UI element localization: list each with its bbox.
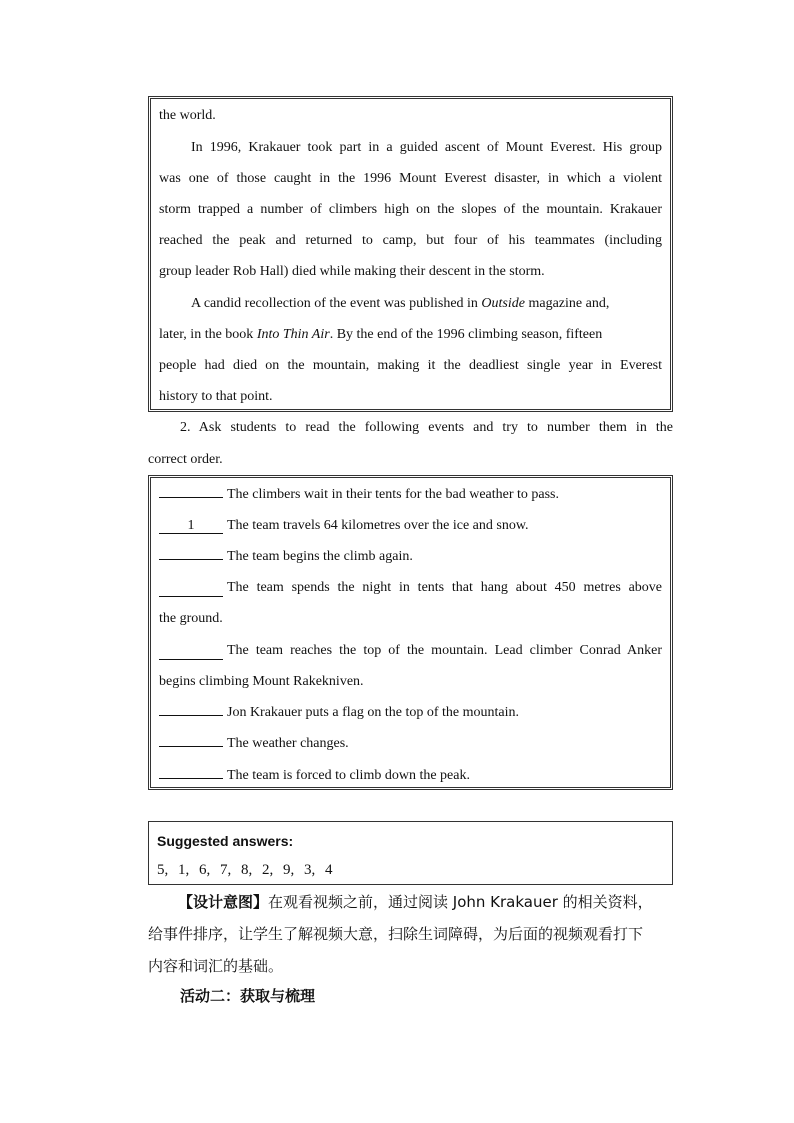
event-continuation: the ground. xyxy=(159,611,223,626)
passage-text: magazine and, xyxy=(528,296,610,311)
event-text: The team is forced to climb down the peak. xyxy=(227,768,470,783)
design-intent-line: 内容和词汇的基础。 xyxy=(148,957,284,975)
event-item xyxy=(159,517,662,535)
event-text: Jon Krakauer puts a flag on the top of the mountain. xyxy=(227,705,519,720)
events-box xyxy=(148,475,673,790)
answers-title: Suggested answers: xyxy=(157,833,294,849)
suggested-answers-box xyxy=(148,821,673,885)
answer-blank[interactable] xyxy=(159,579,223,597)
answer-blank[interactable] xyxy=(159,497,223,498)
passage-line: was one of those caught in the 1996 Mount Everest disaster, in which a violent xyxy=(159,171,662,186)
event-item xyxy=(159,767,662,785)
passage-line: In 1996, Krakauer took part in a guided ascent of Mount Everest. His group xyxy=(191,140,662,155)
answers-values: 5, 1, 6, 7, 8, 2, 9, 3, 4 xyxy=(157,862,333,878)
answer-blank[interactable] xyxy=(159,642,223,660)
event-text: The weather changes. xyxy=(227,736,349,751)
answer-blank[interactable] xyxy=(159,715,223,716)
design-intent-line: 给事件排序，让学生了解视频大意，扫除生词障碍，为后面的视频观看打下 xyxy=(148,925,644,943)
answer-blank[interactable]: 1 xyxy=(159,519,223,534)
design-intent-label: 【设计意图】 xyxy=(178,893,269,911)
event-continuation: begins climbing Mount Rakekniven. xyxy=(159,674,364,689)
event-item xyxy=(159,486,662,504)
event-text: The team reaches the top of the mountain. Lead climber Conrad Anker xyxy=(227,643,662,658)
event-text: The team begins the climb again. xyxy=(227,549,413,564)
passage-line-mixed xyxy=(159,295,662,313)
passage-text: later, in the book xyxy=(159,327,254,342)
event-text: The climbers wait in their tents for the bad weather to pass. xyxy=(227,487,560,502)
activity-heading: 活动二：获取与梳理 xyxy=(180,987,316,1005)
event-item xyxy=(159,579,662,597)
design-intent-text: 在观看视频之前，通过阅读 John Krakauer 的相关资料， xyxy=(268,893,653,911)
passage-line: reached the peak and returned to camp, but four of his teammates (including xyxy=(159,233,662,248)
event-item xyxy=(159,704,662,722)
answer-blank[interactable] xyxy=(159,778,223,779)
passage-line: the world. xyxy=(159,108,216,123)
event-item xyxy=(159,642,662,660)
event-text: The team spends the night in tents that hang about 450 metres above xyxy=(227,580,662,595)
answer-blank[interactable] xyxy=(159,746,223,747)
event-item xyxy=(159,735,662,753)
passage-line: history to that point. xyxy=(159,389,273,404)
design-intent-line xyxy=(178,893,672,911)
magazine-title: Outside xyxy=(481,296,525,311)
passage-line: people had died on the mountain, making it the deadliest single year in Everest xyxy=(159,358,662,373)
passage-line: storm trapped a number of climbers high on the slopes of the mountain. Krakauer xyxy=(159,202,662,217)
instruction-line: correct order. xyxy=(148,452,223,467)
reading-passage-box xyxy=(148,96,673,412)
event-text: The team travels 64 kilometres over the ice and snow. xyxy=(227,518,529,533)
book-title: Into Thin Air xyxy=(256,327,330,342)
instruction-line: 2. Ask students to read the following events and try to number them in the xyxy=(180,420,673,435)
answer-blank[interactable] xyxy=(159,559,223,560)
passage-line: group leader Rob Hall) died while making their descent in the storm. xyxy=(159,264,545,279)
passage-text: . By the end of the 1996 climbing season, fifteen xyxy=(329,327,603,342)
event-item xyxy=(159,548,662,566)
passage-text: A candid recollection of the event was published in xyxy=(191,296,478,311)
passage-line-mixed xyxy=(159,326,662,344)
